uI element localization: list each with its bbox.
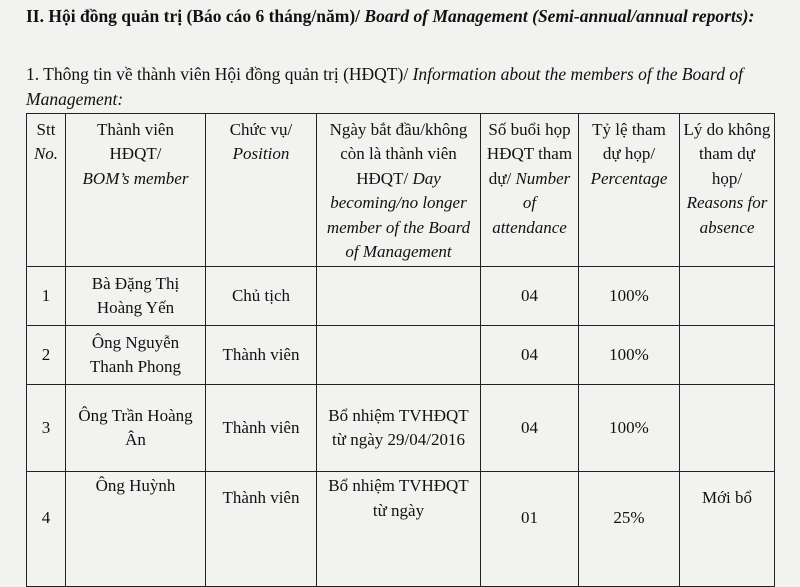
table-row bbox=[27, 267, 775, 326]
header-date: Ngày bắt đầu/không còn là thành viên HĐQT/ Day becoming/no longer member of the Board of Management bbox=[317, 114, 481, 267]
cell-percentage: 25% bbox=[579, 472, 680, 587]
cell-member: Ông Huỳnh bbox=[66, 472, 206, 587]
cell-reason bbox=[680, 326, 775, 385]
table-header-row bbox=[27, 114, 775, 267]
cell-attendance: 04 bbox=[481, 385, 579, 472]
cell-date: Bổ nhiệm TVHĐQT từ ngày bbox=[317, 472, 481, 587]
section-heading bbox=[26, 4, 786, 29]
board-members-table bbox=[26, 113, 775, 587]
cell-no: 2 bbox=[27, 326, 66, 385]
cell-percentage: 100% bbox=[579, 267, 680, 326]
cell-reason bbox=[680, 385, 775, 472]
header-member: Thành viên HĐQT/ BOM’s member bbox=[66, 114, 206, 267]
cell-no: 3 bbox=[27, 385, 66, 472]
cell-reason bbox=[680, 267, 775, 326]
subsection-heading bbox=[26, 62, 786, 112]
cell-percentage: 100% bbox=[579, 326, 680, 385]
header-reason: Lý do không tham dự họp/ Reasons for absence bbox=[680, 114, 775, 267]
cell-date: Bổ nhiệm TVHĐQT từ ngày 29/04/2016 bbox=[317, 385, 481, 472]
cell-attendance: 04 bbox=[481, 326, 579, 385]
cell-position: Chủ tịch bbox=[206, 267, 317, 326]
cell-member: Ông Nguyễn Thanh Phong bbox=[66, 326, 206, 385]
cell-attendance: 04 bbox=[481, 267, 579, 326]
subsection-text-en: Information about the members of the Board of Management: bbox=[26, 64, 743, 109]
table-row bbox=[27, 472, 775, 587]
header-no: Stt No. bbox=[27, 114, 66, 267]
header-percentage: Tỷ lệ tham dự họp/ Percentage bbox=[579, 114, 680, 267]
cell-member: Ông Trần Hoàng Ân bbox=[66, 385, 206, 472]
section-title-vi: II. Hội đồng quản trị (Báo cáo 6 tháng/năm)/ bbox=[26, 6, 365, 26]
cell-date bbox=[317, 326, 481, 385]
cell-position: Thành viên bbox=[206, 472, 317, 587]
header-position: Chức vụ/ Position bbox=[206, 114, 317, 267]
cell-no: 1 bbox=[27, 267, 66, 326]
cell-position: Thành viên bbox=[206, 385, 317, 472]
cell-date bbox=[317, 267, 481, 326]
table-row bbox=[27, 385, 775, 472]
header-attendance: Số buổi họp HĐQT tham dự/ Number of attendance bbox=[481, 114, 579, 267]
cell-percentage: 100% bbox=[579, 385, 680, 472]
cell-attendance: 01 bbox=[481, 472, 579, 587]
cell-reason: Mới bổ bbox=[680, 472, 775, 587]
section-title-en: Board of Management (Semi-annual/annual reports): bbox=[364, 6, 755, 26]
table-row bbox=[27, 326, 775, 385]
cell-no: 4 bbox=[27, 472, 66, 587]
subsection-text-vi: 1. Thông tin về thành viên Hội đồng quản trị (HĐQT)/ bbox=[26, 64, 413, 84]
cell-member: Bà Đặng Thị Hoàng Yến bbox=[66, 267, 206, 326]
cell-position: Thành viên bbox=[206, 326, 317, 385]
